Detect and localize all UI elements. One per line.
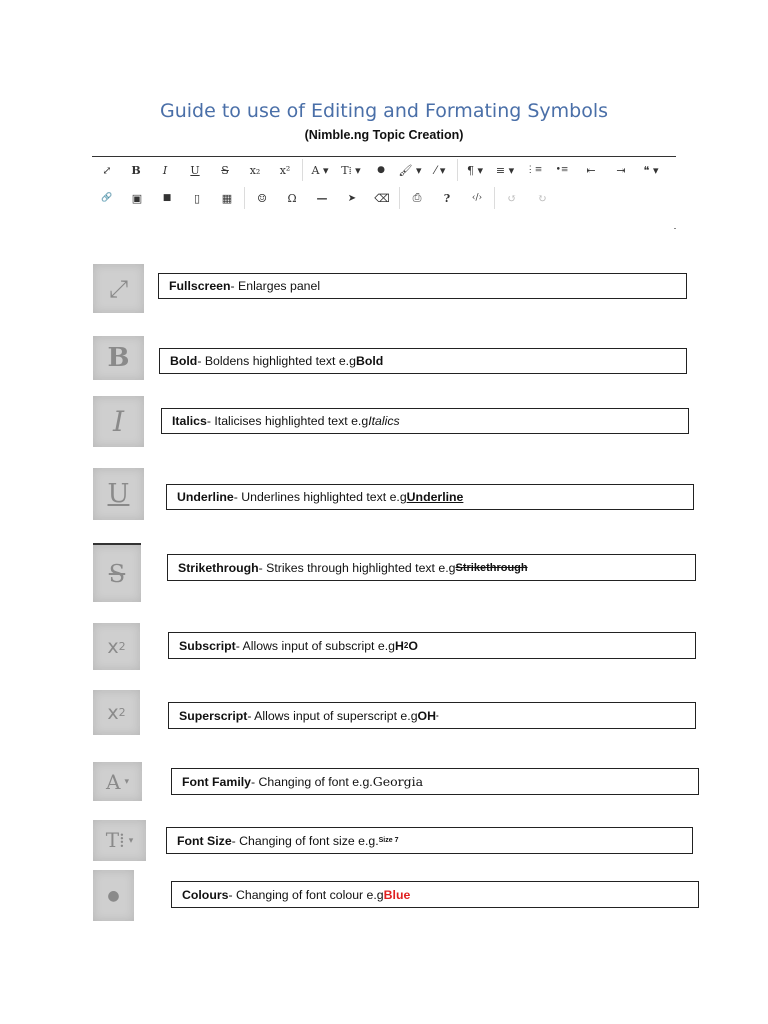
magic-wand-icon[interactable]: ⁄ ▾ [434,163,446,177]
page-title: Guide to use of Editing and Formating Symbols [159,100,609,122]
font-size-icon [93,820,146,861]
entry-label: Subscript [179,638,236,653]
horizontal-line-icon[interactable]: — [316,191,328,205]
caret-down-icon: ▾ [124,776,129,787]
entry-label: Underline [177,490,234,504]
undo-icon[interactable]: ↺ [507,191,517,205]
entry-label: Colours [182,887,229,902]
font-size-icon-glyph: T⁞ [105,828,125,852]
paint-brush-icon[interactable]: 🖌 ▾ [398,163,422,177]
entry-example: Blue [383,887,411,902]
entry-example-main: H [394,638,404,653]
colour-icon[interactable]: ● [377,165,385,175]
toolbar-separator [399,187,400,209]
bold-icon[interactable]: B [131,163,141,177]
entry-label: Font Family [182,774,252,789]
font-size-description [166,827,693,854]
entry-desc: - Allows input of subscript e.g [235,638,395,653]
entry-example-sup: - [435,711,439,720]
entry-label: Superscript [179,708,248,723]
subscript-icon [93,623,140,670]
toolbar-row-1 [92,157,666,183]
video-icon[interactable]: ■ [162,193,172,203]
toolbar-separator [494,187,495,209]
entry-desc: - Allows input of superscript e.g [247,708,418,723]
italic-icon: I [93,396,144,447]
toolbar-separator [457,159,458,181]
strikethrough-icon[interactable]: S [221,163,229,177]
bold-icon: B [93,336,144,380]
entry-example: Strikethrough [455,561,528,574]
toolbar-row-2 [92,185,557,211]
print-icon[interactable]: ⎙ [412,191,422,204]
entry-example: Bold [355,354,384,368]
table-icon[interactable]: ▦ [221,191,233,205]
font-size-icon[interactable]: T⁞ ▾ [341,163,361,177]
caret-down-icon: ▾ [128,835,134,846]
entry-label: Fullscreen [169,279,231,293]
emoji-icon[interactable]: ☺ [257,191,267,205]
unordered-list-icon[interactable]: •≡ [555,165,569,175]
entry-example-tail: O [408,638,418,653]
code-view-icon[interactable]: ‹/› [471,193,483,203]
entry-example-sub: 2 [403,641,409,650]
colour-drop-icon: ● [93,870,134,921]
entry-desc: - Strikes through highlighted text e.g [258,560,456,575]
entry-example: Size 7 [378,837,399,844]
entry-desc: - Changing of font size e.g. [231,833,379,848]
subscript-icon-base: x [107,635,119,658]
image-icon[interactable]: ▣ [131,191,143,205]
toolbar-separator [244,187,245,209]
entry-example: Georgia [372,774,424,789]
font-family-description [171,768,699,795]
subscript-icon-index: 2 [118,640,126,653]
entry-label: Strikethrough [178,560,259,575]
stray-mark [674,228,676,229]
redo-icon[interactable]: ↻ [537,191,547,205]
toolbar-separator [302,159,303,181]
entry-desc: - Changing of font e.g. [251,774,373,789]
entry-label: Bold [170,354,198,368]
select-all-icon[interactable]: ➤ [347,192,357,204]
font-family-icon[interactable]: A ▾ [311,163,329,177]
superscript-icon-index: 2 [118,706,126,719]
fullscreen-icon[interactable]: ⤢ [102,163,112,177]
superscript-icon [93,690,140,735]
clear-formatting-icon[interactable]: ⌫ [374,191,390,205]
strikethrough-icon: S [93,543,141,602]
strikethrough-description [167,554,696,581]
entry-desc: - Italicises highlighted text e.g [206,414,369,428]
subscript-icon[interactable]: x₂ [249,163,261,177]
editor-toolbar [92,156,676,213]
italic-icon[interactable]: I [162,163,168,177]
outdent-icon[interactable]: ⇤ [586,163,596,177]
paragraph-icon[interactable]: ¶ ▾ [466,163,484,177]
underline-icon[interactable]: U [190,163,200,177]
entry-desc: - Boldens highlighted text e.g [197,354,356,368]
fullscreen-icon: ⤢ [93,264,144,313]
entry-desc: - Underlines highlighted text e.g [233,490,407,504]
align-icon[interactable]: ≡ ▾ [495,163,515,177]
indent-icon[interactable]: ⇥ [616,163,626,177]
bold-description [159,348,687,374]
entry-desc: - Changing of font colour e.g [228,887,384,902]
page-subtitle: (Nimble.ng Topic Creation) [304,128,464,142]
special-character-icon[interactable]: Ω [287,191,297,205]
ordered-list-icon[interactable]: ⋮≡ [525,165,543,175]
superscript-icon-base: x [107,701,119,724]
help-icon[interactable]: ? [443,191,451,205]
subscript-description [168,632,696,659]
entry-example: Italics [368,414,400,428]
file-icon[interactable]: ▯ [193,191,201,205]
colours-description [171,881,699,908]
underline-icon: U [93,468,144,520]
entry-example: Underline [406,490,464,504]
link-icon[interactable]: 🔗 [101,193,113,203]
underline-description [166,484,694,510]
superscript-icon[interactable]: x² [279,163,291,177]
fullscreen-description [158,273,687,299]
italics-description [161,408,689,434]
superscript-description [168,702,696,729]
entry-label: Font Size [177,833,232,848]
font-family-icon-glyph: A [106,769,121,794]
quote-icon[interactable]: ❝ ▾ [643,163,659,177]
entry-example-main: OH [417,708,436,723]
font-family-icon [93,762,142,801]
entry-label: Italics [172,414,207,428]
entry-desc: - Enlarges panel [230,279,321,293]
